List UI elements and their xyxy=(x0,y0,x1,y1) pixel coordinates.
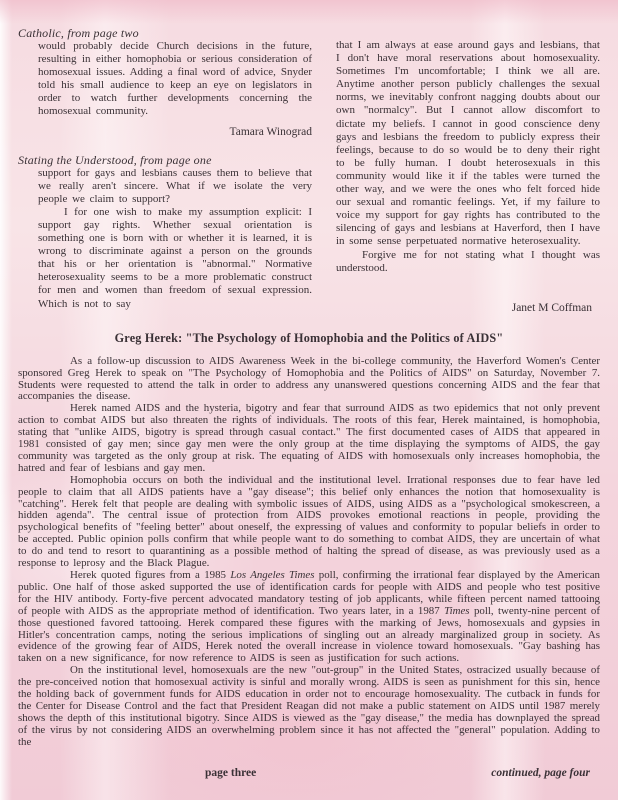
stating-continued-text-1: support for gays and lesbians causes them to believe that we really aren't sincere. What if we isolate the very people we claim to support? xyxy=(38,166,312,205)
article-paragraph-5: On the institutional level, homosexuals are the new "out-group" in the United States, ostracized usually because of the pre-conceived notion that homosexual activity is sinful and morally wrong. AIDS is seen as punishment for this sin, hence the holding back of government funds for AIDS education in order not to encourage homosexuality. The cutback in funds for the Center for Disease Control and the fact that President Reagan did not make a public statement on AIDS until 1987 merely shows the depth of this institutional bigotry. Since AIDS is viewed as the "gay disease," the media has downplayed the spread of the virus by not considering AIDS an overwhelming problem since it has not affected the "general" population. Adding to the xyxy=(18,664,600,748)
article-paragraph-1: As a follow-up discussion to AIDS Awareness Week in the bi-college community, the Haverford Women's Center sponsored Greg Herek to speak on "The Psychology of Homophobia and the Politics of AIDS" on Saturday, November 7. Students were requested to attend the talk in order to address any unanswered questions concerning AIDS and the fear that accompanies the disease. xyxy=(18,354,600,403)
article-paragraph-3: Homophobia occurs on both the individual and the institutional level. Irrational responses due to fear have led people to claim that all AIDS patients have a "gay disease"; this belief only enhances the notion that homosexuality is "catching". Herek felt that people are dealing with symbolic issues of AIDS, using AIDS as a "psychological smokescreen, a hidden agenda". The central issue of protection from AIDS provokes emotional reactions in people, providing the psychological benefits of "feeling better" about oneself, the expressing of values and conformity to popular beliefs in order to be accepted. Public opinion polls confirm that while people want to do something to combat AIDS, they are uncertain of what to do and tend to resort to quarantining as a possible method of halting the spread of disease, as was previously used as a response to leprosy and the Black Plague. xyxy=(18,473,600,570)
stating-continued-heading: Stating the Understood, from page one xyxy=(18,152,212,167)
la-times-citation: Los Angeles Times xyxy=(230,569,315,581)
stating-right-text-1: that I am always at ease around gays and lesbians, that I don't have moral reservations about homosexuality. Sometimes I'm uncomfortable; I think we all are. Anytime another person publicly challenges the sexual norms, we inevitably confront nagging doubts about our own "normalcy". But I cannot allow discomfort to dictate my beliefs. I cannot in good conscience deny gays and lesbians the freedom to publicly express their feelings, because to do so would be to deny their right to be fully human. I doubt heterosexuals in this community would like it if the tables were turned the other way, and we were the ones who felt forced hide our sexual and romantic feelings. Yet, if my failure to voice my support for gay rights has contributed to the silencing of gays and lesbians at Haverford, then I have in some sense perpetuated normative heterosexuality. xyxy=(336,39,600,248)
article-paragraph-2: Herek named AIDS and the hysteria, bigotry and fear that surround AIDS as two epidemics that not only prevent action to combat AIDS but also threaten the rights of individuals. The roots of this fear, Herek maintained, is homophobia, stating that "unlike AIDS, bigotry is spread through casual contact." The first documented cases of AIDS that appeared in 1981 consisted of gay men; since gay men were the only group at the time displaying the symptoms of AIDS, the gay community was targeted as the only group at risk. The equating of AIDS with homosexuals only increases homophobia, the hatred and fear of lesbians and gay men. xyxy=(18,402,600,474)
catholic-continued-text: would probably decide Church decisions in the future, resulting in either homophobia or serious consideration of homosexual issues. Adding a final word of advice, Snyder told his small audience to keep an eye on legislators in order to watch further developments concerning the homosexual community. xyxy=(38,40,312,118)
catholic-continued-heading: Catholic, from page two xyxy=(18,26,139,40)
page-footer xyxy=(0,767,618,787)
signature-tamara-winograd: Tamara Winograd xyxy=(229,125,312,138)
page-number-label: page three xyxy=(205,767,257,779)
paragraph-4-text-c: poll, twenty-nine percent of those questioned favored tattooing. Herek compared these figures with the marking of Jews, homosexuals and gypsies in Hitler's concentration camps, noting the serious implications of singling out an already marginalized group in society. As evidence of the growing fear of AIDS, Herek noted the overall increase in violence toward homosexuals. "Gay bashing has taken on a new significance, for now reference to AIDS is seen as justification for such actions. xyxy=(18,604,600,665)
paragraph-4-text-a: Herek quoted figures from a 1985 xyxy=(70,569,231,581)
article-paragraph-4 xyxy=(18,570,600,665)
times-citation: Times xyxy=(444,604,470,617)
stating-right-text-2: Forgive me for not stating what I thought was understood. xyxy=(336,248,600,274)
article-section xyxy=(18,331,600,749)
left-column xyxy=(18,26,312,315)
signature-janet-m-coffman: Janet M Coffman xyxy=(511,301,592,314)
continued-label: continued, page four xyxy=(491,767,590,779)
stating-continued-text-2: I for one wish to make my assumption explicit: I support gay rights. Whether sexual orientation is something one is born with or whether it is learned, it is wrong to discriminate against a person on the grounds that his or her orientation is "abnormal." Normative heterosexuality seems to be a more problematic construct for men and women than freedom of sexual expression. Which is not to say xyxy=(38,205,312,310)
article-title: Greg Herek: "The Psychology of Homophobia and the Politics of AIDS" xyxy=(114,330,504,345)
paragraph-4-text-b: poll, confirming the irrational fear displayed by the American public. One half of those asked supported the use of identification cards for people with AIDS and people who test positive for the HIV antibody. Forty-five percent advocated mandatory testing of job applicants, while fifteen percent named tattooing of people with AIDS as the appropriate method of identification. Two years later, in a 1987 xyxy=(18,569,600,617)
top-columns xyxy=(18,26,600,315)
right-column xyxy=(336,26,600,315)
